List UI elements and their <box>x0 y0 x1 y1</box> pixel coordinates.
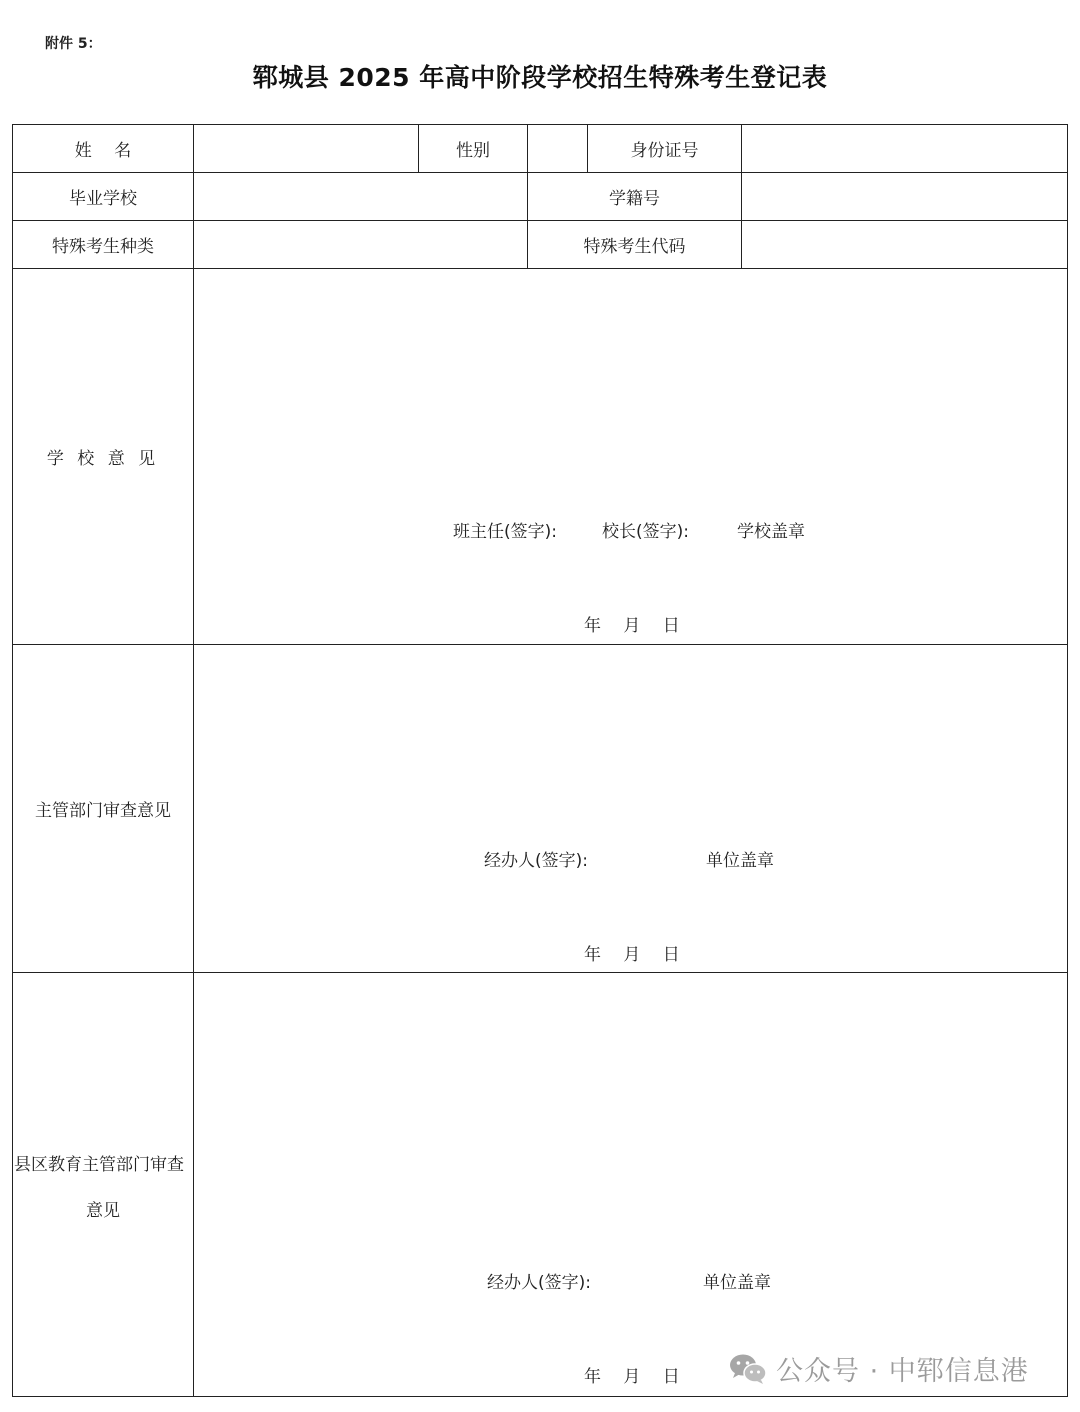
id-number-field[interactable] <box>742 125 1067 172</box>
school-seal-label: 学校盖章 <box>737 522 805 542</box>
gender-field[interactable] <box>528 125 587 172</box>
teacher-signature-label: 班主任(签字): <box>453 522 557 542</box>
county-opinion-label-line2: 意见 <box>86 1201 120 1221</box>
form-title: 郓城县 2025 年高中阶段学校招生特殊考生登记表 <box>252 63 828 92</box>
dept-seal-label: 单位盖章 <box>706 851 774 871</box>
dept-handler-signature-label: 经办人(签字): <box>484 851 588 871</box>
school-opinion-date: 年 月 日 <box>584 616 680 636</box>
school-opinion-label: 学 校 意 见 <box>46 449 160 469</box>
county-opinion-area[interactable] <box>194 973 1067 1396</box>
school-opinion-area[interactable] <box>194 269 1067 644</box>
student-number-field[interactable] <box>742 173 1067 220</box>
gender-label: 性别 <box>456 141 490 161</box>
dept-opinion-label: 主管部门审查意见 <box>35 801 171 821</box>
principal-signature-label: 校长(签字): <box>602 522 689 542</box>
id-number-label: 身份证号 <box>630 141 699 161</box>
special-code-label: 特殊考生代码 <box>583 237 686 257</box>
attachment-label: 附件 5： <box>45 36 102 52</box>
special-category-field[interactable] <box>194 221 527 268</box>
student-number-label: 学籍号 <box>609 189 660 209</box>
special-code-field[interactable] <box>742 221 1067 268</box>
name-field[interactable] <box>194 125 418 172</box>
county-opinion-label-line1: 县区教育主管部门审查 <box>14 1155 184 1175</box>
county-seal-label: 单位盖章 <box>703 1273 771 1293</box>
graduation-school-field[interactable] <box>194 173 527 220</box>
county-opinion-label <box>13 973 193 1396</box>
name-label: 姓 名 <box>74 141 132 161</box>
dept-opinion-area[interactable] <box>194 645 1067 972</box>
watermark <box>728 1349 1029 1388</box>
registration-form-table <box>12 124 1068 1397</box>
watermark-text: 公众号 · 中郓信息港 <box>776 1356 1029 1387</box>
graduation-school-label: 毕业学校 <box>69 189 137 209</box>
dept-opinion-date: 年 月 日 <box>584 945 680 965</box>
county-handler-signature-label: 经办人(签字): <box>487 1273 591 1293</box>
special-category-label: 特殊考生种类 <box>52 237 154 257</box>
wechat-icon <box>728 1352 768 1386</box>
county-opinion-date: 年 月 日 <box>584 1367 680 1387</box>
